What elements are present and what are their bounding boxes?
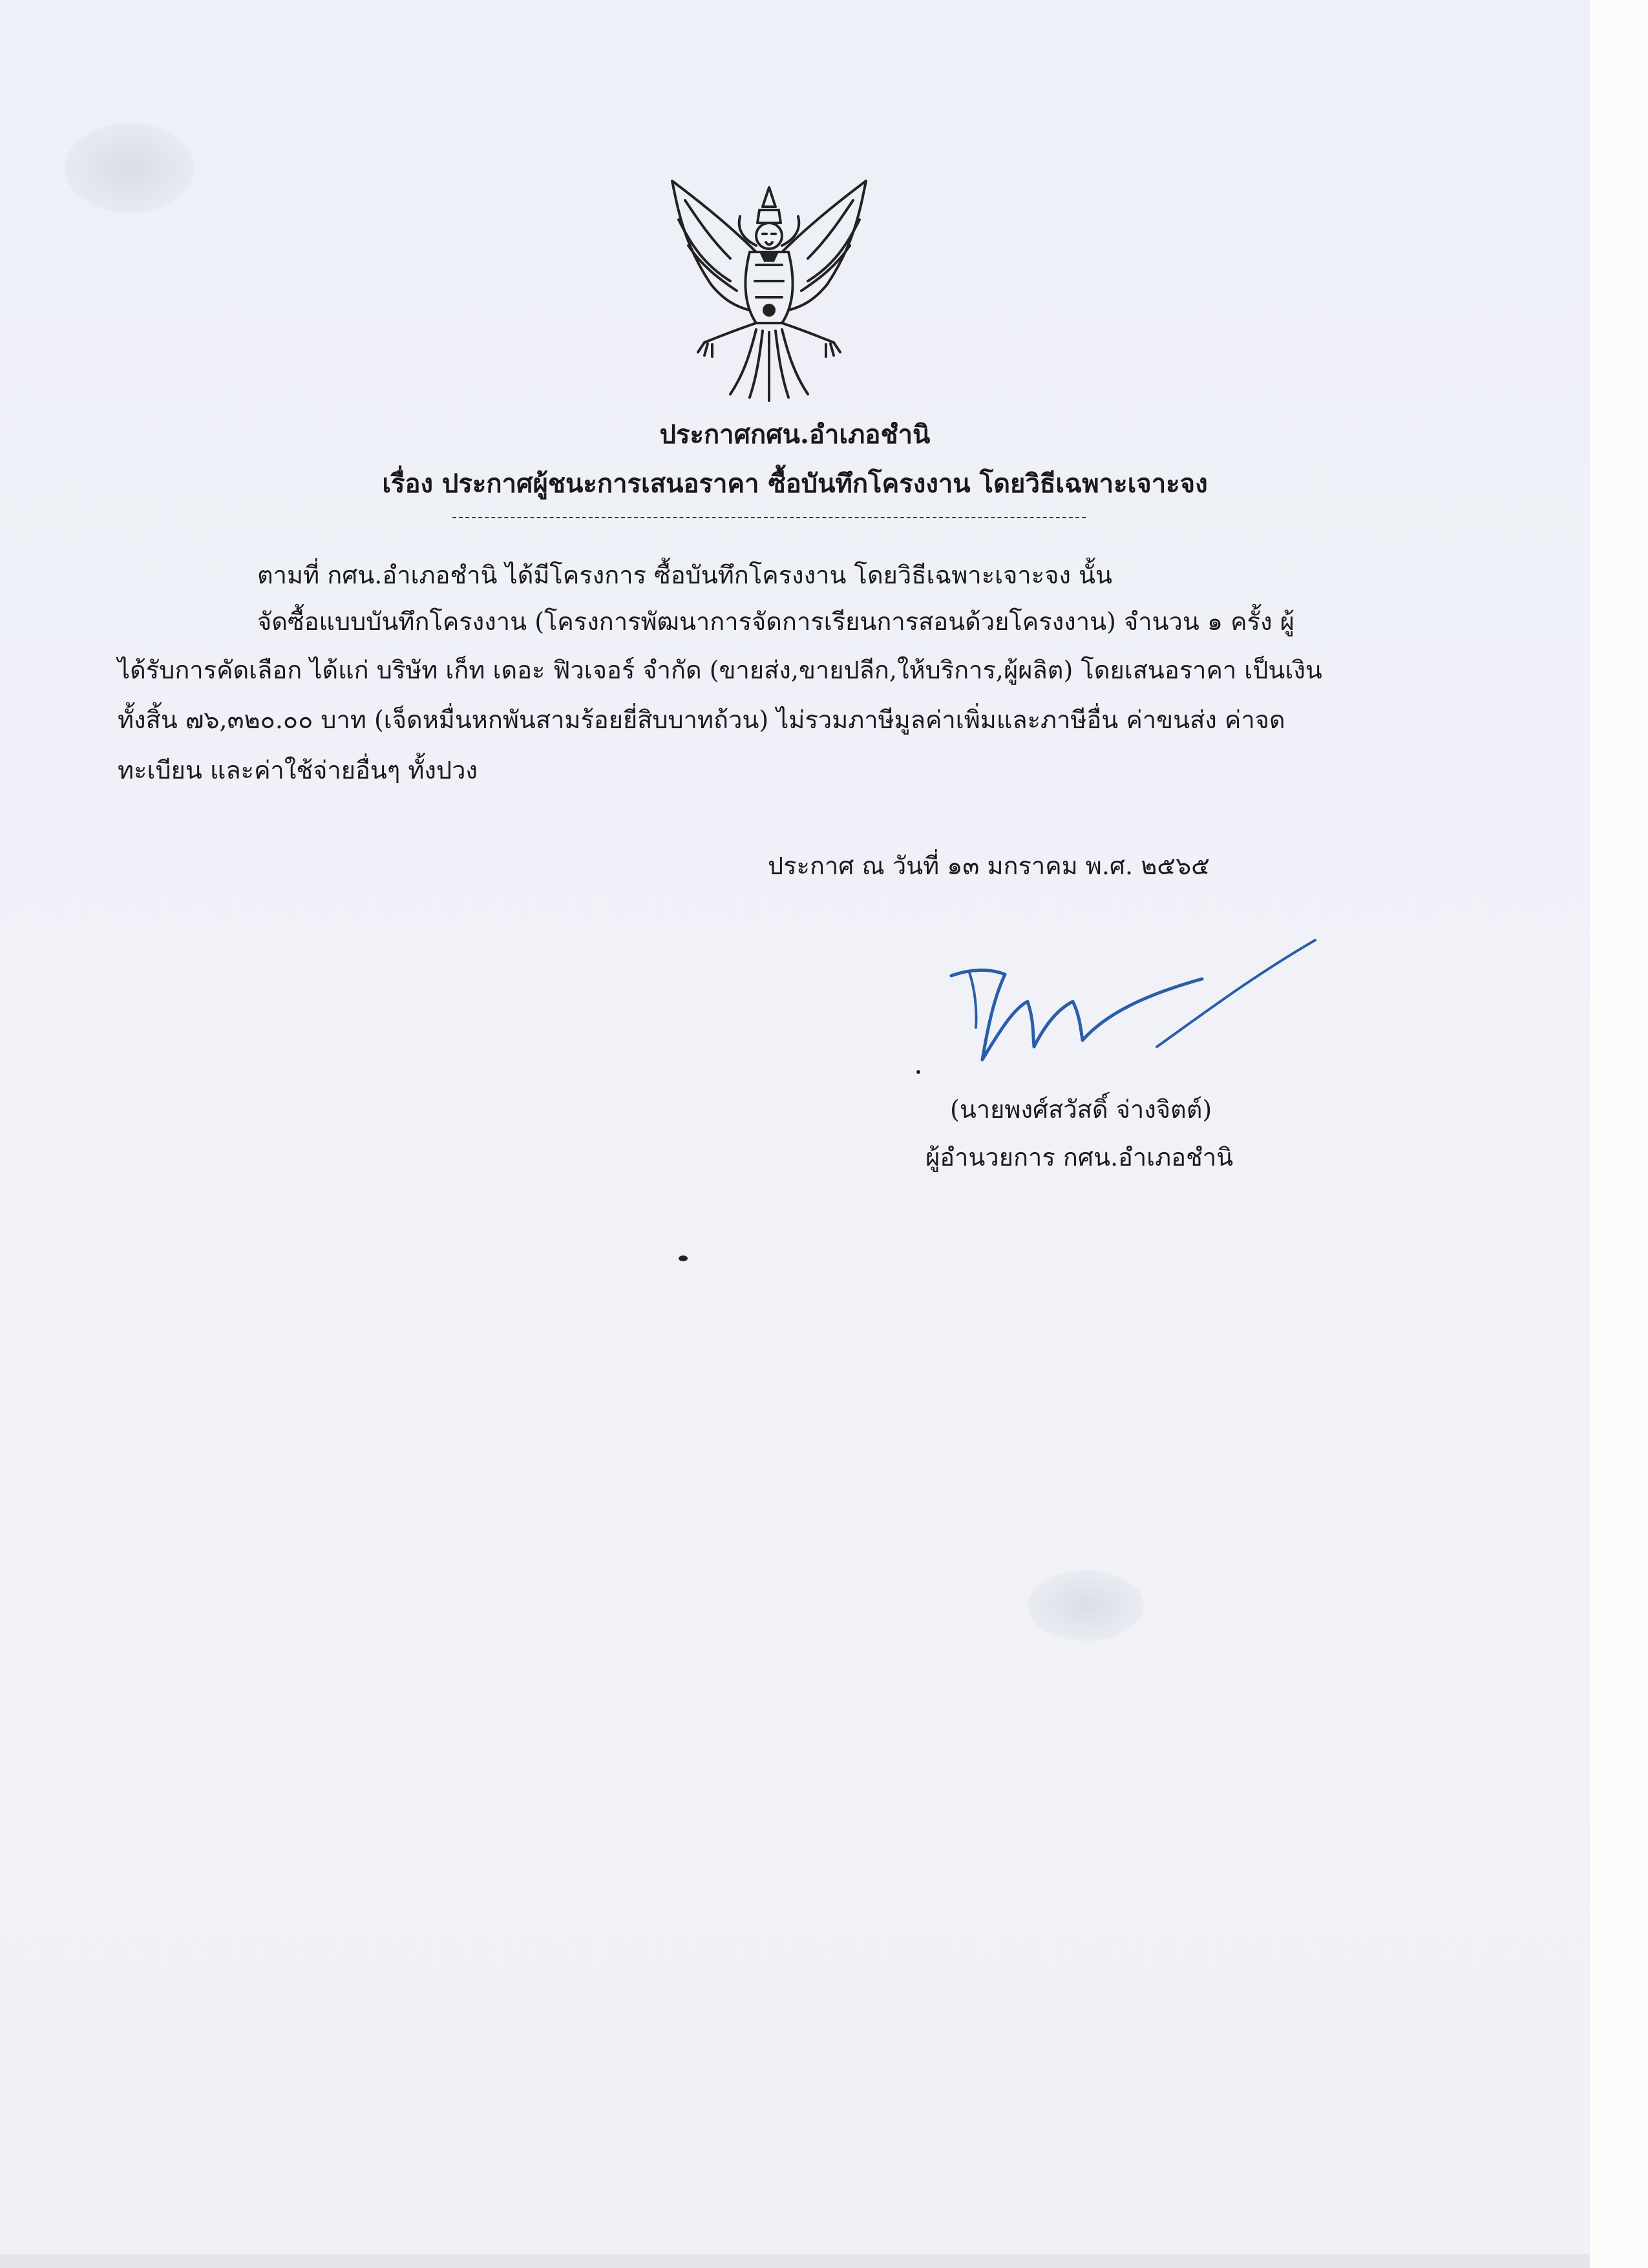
announcement-subject: เรื่อง ประกาศผู้ชนะการเสนอราคา ซื้อบันทึกโครงงาน โดยวิธีเฉพาะเจาะจง — [382, 468, 1208, 499]
dashed-divider — [452, 517, 1086, 518]
announcement-title: ประกาศกศน.อำเภอชำนิ — [659, 419, 931, 450]
ink-speck — [916, 1070, 920, 1074]
body-paragraph-line: ได้รับการคัดเลือก ได้แก่ บริษัท เก็ท เดอะ ฟิวเจอร์ จำกัด (ขายส่ง,ขายปลีก,ให้บริการ,ผู้ผลิต) โดยเสนอราคา เป็นเงิน — [118, 656, 1322, 684]
body-paragraph-line: จัดซื้อแบบบันทึกโครงงาน (โครงการพัฒนาการจัดการเรียนการสอนด้วยโครงงาน) จำนวน ๑ ครั้ง ผู้ — [257, 607, 1294, 636]
garuda-emblem-icon — [659, 174, 879, 407]
announcement-date: ประกาศ ณ วันที่ ๑๓ มกราคม พ.ศ. ๒๕๖๕ — [768, 852, 1210, 880]
signer-position: ผู้อำนวยการ กศน.อำเภอชำนิ — [925, 1143, 1234, 1171]
signer-name: (นายพงศ์สวัสดิ์ จ่างจิตต์) — [950, 1095, 1212, 1124]
scan-margin — [1590, 0, 1648, 2268]
scan-smudge — [1028, 1570, 1144, 1641]
body-paragraph-line: ทะเบียน และค่าใช้จ่ายอื่นๆ ทั้งปวง — [118, 756, 478, 784]
scan-smudge — [65, 123, 194, 213]
ink-speck — [679, 1255, 688, 1261]
body-paragraph-line: ตามที่ กศน.อำเภอชำนิ ได้มีโครงการ ซื้อบันทึกโครงงาน โดยวิธีเฉพาะเจาะจง นั้น — [257, 561, 1112, 589]
body-paragraph-line: ทั้งสิ้น ๗๖,๓๒๐.๐๐ บาท (เจ็ดหมื่นหกพันสามร้อยยี่สิบบาทถ้วน) ไม่รวมภาษีมูลค่าเพิ่มและภาษีอื่น ค่าขนส่ง ค่าจด — [118, 706, 1285, 734]
handwritten-signature — [944, 937, 1331, 1086]
scan-bottom-edge — [0, 2254, 1590, 2268]
